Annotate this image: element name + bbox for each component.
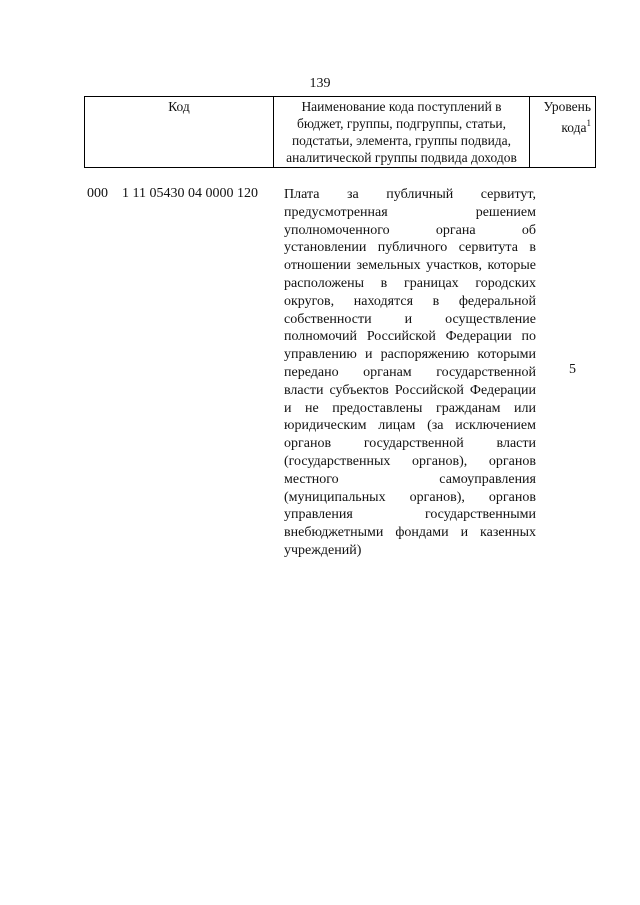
header-name: Наименование кода поступлений в бюджет, группы, подгруппы, статьи, подстатьи, элемента, группы подвида, аналитической группы подвида доходов bbox=[274, 97, 530, 168]
admin-code: 000 bbox=[87, 186, 108, 201]
page-number: 139 bbox=[309, 76, 331, 91]
header-level-label: Уровень кода bbox=[543, 99, 591, 135]
row-level: 5 bbox=[569, 362, 576, 377]
revenue-code: 1 11 05430 04 0000 120 bbox=[122, 186, 258, 201]
row-description: Плата за публичный сервитут, предусмотренная решением уполномоченного органа об установлении публичного сервитута в отношении земельных участков, которые расположены в границах городских округов, находятся в федеральной собственности и осуществление полномочий Российской Федерации по управлению и распоряжению которыми передано органам государственной власти субъектов Российской Федерации и не предоставлены гражданам или юридическим лицам (за исключением органов государственной власти (государственных органов), органов местного самоуправления (муниципальных органов), органов управления государственными внебюджетными фондами и казенных учреждений) bbox=[284, 187, 536, 558]
footnote-marker: 1 bbox=[586, 118, 591, 128]
header-level bbox=[530, 97, 596, 168]
header-table bbox=[84, 96, 596, 168]
header-code: Код bbox=[85, 97, 274, 168]
row-code bbox=[87, 186, 258, 202]
header-row bbox=[85, 97, 596, 168]
